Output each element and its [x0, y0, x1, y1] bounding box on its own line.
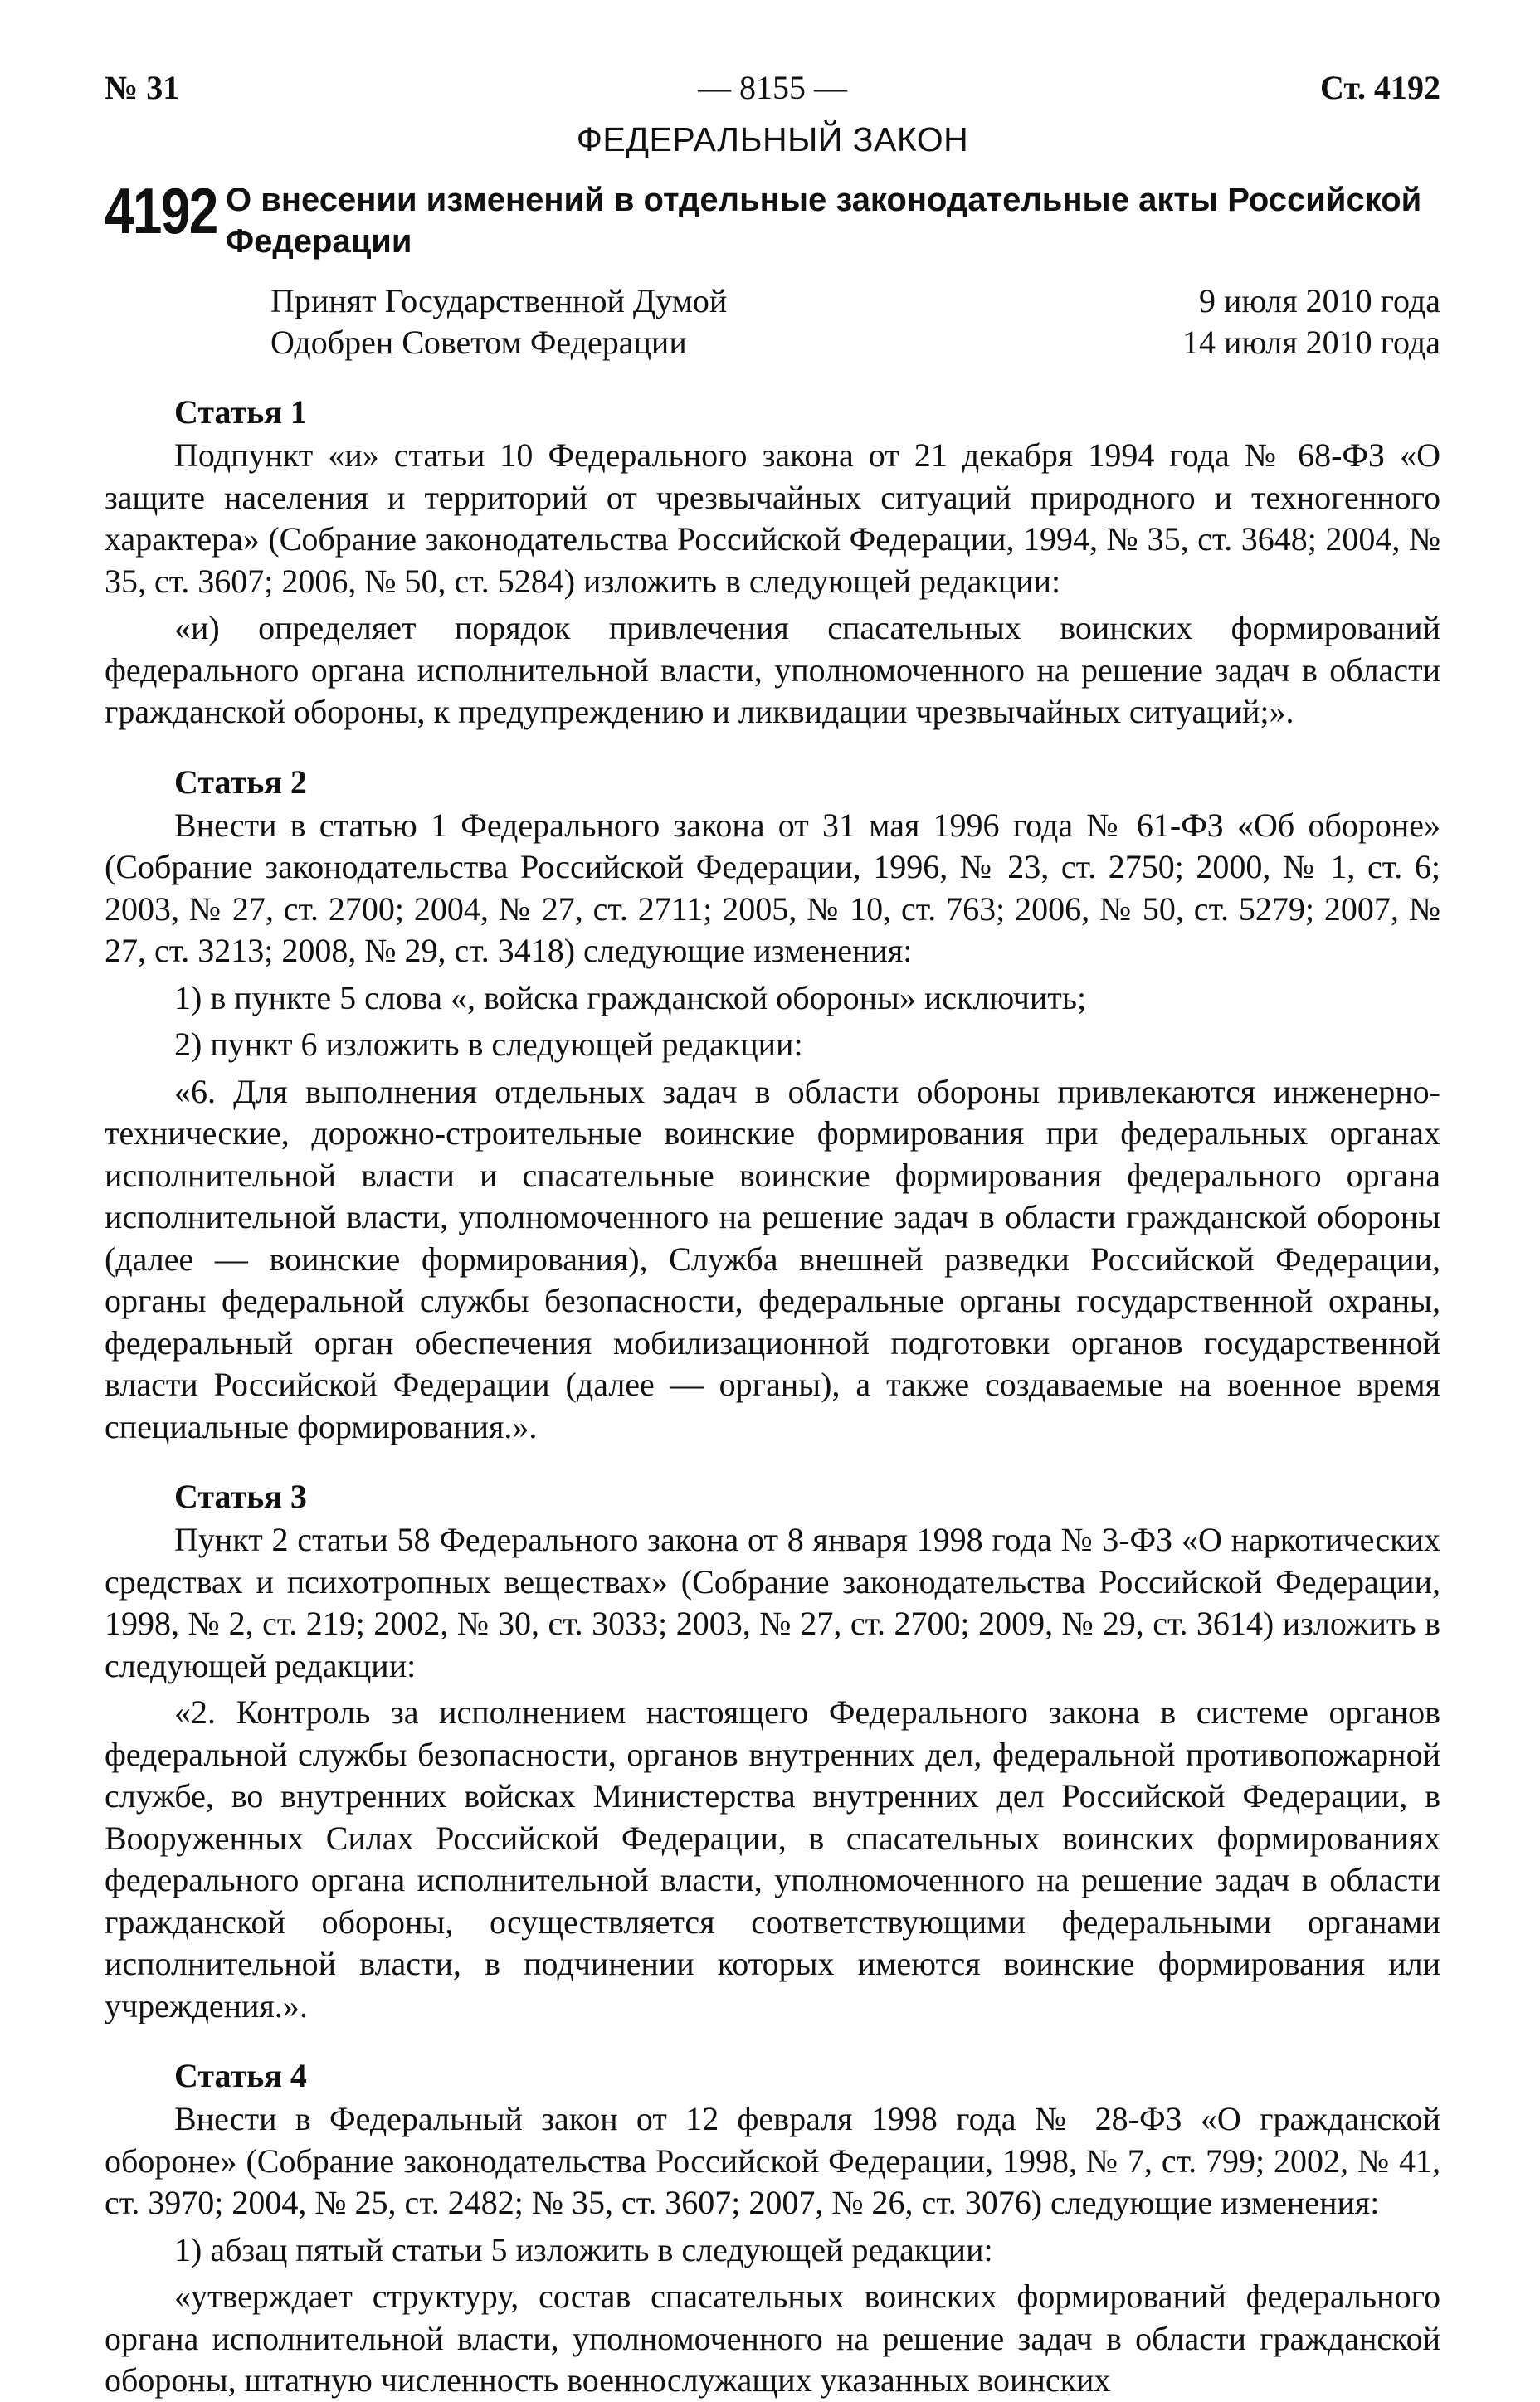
article-1-paragraph: «и) определяет порядок привлечения спасательных воинских формирований федерального органа исполнительной власти, уполномоченного на решение задач в области гражданской обороны, к предупреждению и ликвидации чрезвычайных ситуаций;». — [105, 609, 1440, 730]
title-block — [105, 176, 1440, 266]
article-2-paragraph: «6. Для выполнения отдельных задач в области обороны привлекаются инженерно-технические, дорожно-строительные воинские формирования при федеральных органах исполнительной власти и спасательные воинские формирования федерального органа исполнительной власти, уполномоченного на решение задач в области гражданской обороны (далее — воинские формирования), Служба внешней разведки Российской Федерации, органы федеральной службы безопасности, федеральные органы государственной охраны, федеральный орган обеспечения мобилизационной подготовки органов государственной власти Российской Федерации (далее — органы), а также создаваемые на военное время специальные формирования.». — [105, 1072, 1440, 1445]
article-3-heading: Статья 3 — [174, 1478, 307, 1515]
running-header — [105, 65, 1440, 111]
adoption-label: Одобрен Советом Федерации — [270, 324, 687, 361]
adoption-label: Принят Государственной Думой — [270, 282, 728, 319]
article-4-heading: Статья 4 — [174, 2057, 307, 2094]
adoption-row-council — [270, 322, 1440, 363]
article-1-heading: Статья 1 — [174, 393, 307, 431]
issue-number: № 31 — [105, 69, 180, 106]
article-1-paragraph: Подпункт «и» статьи 10 Федерального закона от 21 декабря 1994 года № 68-ФЗ «О защите населения и территорий от чрезвычайных ситуаций природного и техногенного характера» (Собрание законодательства Российской Федерации, 1994, № 35, ст. 3648; 2004, № 35, ст. 3607; 2006, № 50, ст. 5284) изложить в следующей редакции: — [105, 436, 1440, 600]
article-2-paragraph: 1) в пункте 5 слова «, войска гражданской обороны» исключить; — [174, 978, 1087, 1016]
article-2-paragraph: Внести в статью 1 Федерального закона от 31 мая 1996 года № 61-ФЗ «Об обороне» (Собрание законодательства Российской Федерации, 1996, № 23, ст. 2750; 2000, № 1, ст. 6; 2003, № 27, ст. 2700; 2004, № 27, ст. 2711; 2005, № 10, ст. 763; 2006, № 50, ст. 5279; 2007, № 27, ст. 3213; 2008, № 29, ст. 3418) следующие изменения: — [105, 806, 1440, 969]
article-2-paragraph: 2) пункт 6 изложить в следующей редакции: — [174, 1026, 803, 1063]
article-2-heading: Статья 2 — [174, 763, 307, 801]
document-type: ФЕДЕРАЛЬНЫЙ ЗАКОН — [576, 120, 969, 158]
document-page — [105, 65, 1440, 2402]
article-4-paragraph: Внести в Федеральный закон от 12 февраля 1998 года № 28-ФЗ «О гражданской обороне» (Собрание законодательства Российской Федерации, 1998, № 7, ст. 799; 2002, № 41, ст. 3970; 2004, № 25, ст. 2482; № 35, ст. 3607; 2007, № 26, ст. 3076) следующие изменения: — [105, 2100, 1440, 2221]
article-3-paragraph: «2. Контроль за исполнением настоящего Федерального закона в системе органов федеральной службы безопасности, органов внутренних дел, федеральной противопожарной службе, во внутренних войсках Министерства внутренних дел Российской Федерации, в Вооруженных Силах Российской Федерации, в спасательных воинских формированиях федерального органа исполнительной власти, уполномоченного на решение задач в области гражданской обороны, осуществляется соответствующими федеральными органами исполнительной власти, в подчинении которых имеются воинские формирования или учреждения.». — [105, 1693, 1440, 2024]
adoption-info — [270, 280, 1440, 363]
article-4-paragraph: 1) абзац пятый статьи 5 изложить в следующей редакции: — [174, 2230, 993, 2268]
article-reference: Ст. 4192 — [1320, 69, 1440, 106]
adoption-row-duma — [270, 280, 1440, 322]
adoption-date: 9 июля 2010 года — [1198, 282, 1440, 319]
adoption-date: 14 июля 2010 года — [1182, 324, 1440, 361]
page-number: — 8155 — — [698, 69, 847, 106]
article-3-paragraph: Пункт 2 статьи 58 Федерального закона от 8 января 1998 года № 3-ФЗ «О наркотических средствах и психотропных веществах» (Собрание законодательства Российской Федерации, 1998, № 2, ст. 219; 2002, № 30, ст. 3033; 2003, № 27, ст. 2700; 2009, № 29, ст. 3614) изложить в следующей редакции: — [105, 1521, 1440, 1684]
article-4-paragraph: «утверждает структуру, состав спасательных воинских формирований федерального органа исполнительной власти, уполномоченного на решение задач в области гражданской обороны, штатную численность военнослужащих указанных воинских — [105, 2278, 1440, 2399]
document-number: 4192 — [105, 174, 217, 247]
document-title: О внесении изменений в отдельные законодательные акты Российской Федерации — [226, 182, 1422, 260]
